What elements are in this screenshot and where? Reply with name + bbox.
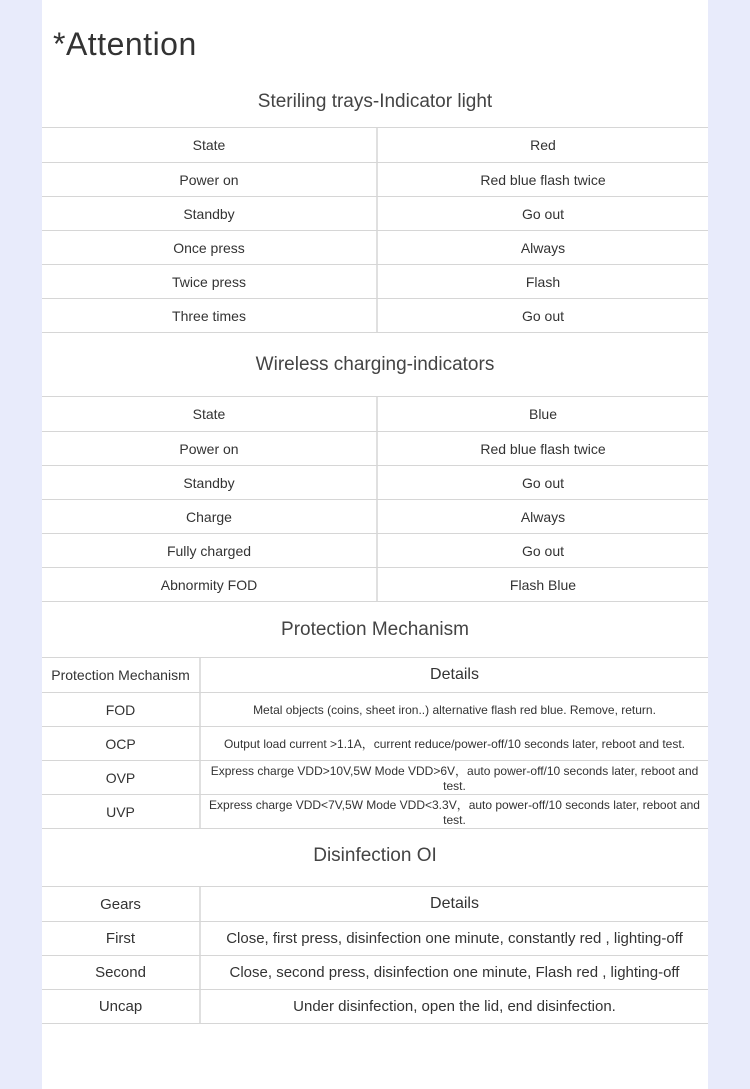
table-row — [42, 795, 708, 829]
table-row — [42, 922, 708, 956]
table-row — [42, 534, 708, 568]
table-cell: FOD — [42, 693, 201, 726]
table-header-row — [42, 887, 708, 922]
table-cell: Close, second press, disinfection one minute, Flash red , lighting-off — [229, 964, 680, 981]
table-header-cell: State — [42, 397, 378, 431]
table-cell: Once press — [42, 231, 378, 264]
table-row — [42, 568, 708, 602]
table-cell: Always — [520, 508, 566, 525]
table-cell: Go out — [521, 205, 565, 222]
table-row — [42, 231, 708, 265]
table-row — [42, 956, 708, 990]
table-cell: UVP — [42, 795, 201, 828]
table-cell: First — [42, 922, 201, 955]
table-cell: Red blue flash twice — [480, 440, 606, 457]
table-cell: Uncap — [42, 990, 201, 1023]
table-cell: Standby — [42, 197, 378, 230]
content-sheet — [42, 0, 708, 1089]
table-cell: Under disinfection, open the lid, end disinfection. — [293, 998, 616, 1015]
table-header-cell: Details — [430, 895, 479, 912]
indicator-light-table — [42, 127, 708, 333]
table-row — [42, 693, 708, 727]
table-cell: Second — [42, 956, 201, 989]
table-header-row — [42, 397, 708, 432]
table-cell: Go out — [521, 542, 565, 559]
table-header-cell: Details — [430, 666, 479, 683]
table-cell: Metal objects (coins, sheet iron..) alternative flash red blue. Remove, return. — [253, 702, 656, 717]
table-cell: Red blue flash twice — [480, 171, 606, 188]
table-cell: Always — [520, 239, 566, 256]
table-cell: Express charge VDD<7V,5W Mode VDD<3.3V，auto power-off/10 seconds later, reboot and test. — [209, 798, 700, 827]
table-cell: Flash Blue — [509, 576, 577, 593]
table-cell: Fully charged — [42, 534, 378, 567]
table-cell: Output load current >1.1A，current reduce/power-off/10 seconds later, reboot and test. — [223, 737, 686, 751]
table-cell: Three times — [42, 299, 378, 332]
table-row — [42, 432, 708, 466]
table-cell: Flash — [525, 273, 561, 290]
table-header-cell: State — [42, 128, 378, 162]
section-title-indicator-light: Steriling trays-Indicator light — [257, 91, 493, 112]
table-row — [42, 299, 708, 333]
table-row — [42, 163, 708, 197]
table-header-cell: Red — [530, 137, 556, 153]
table-cell: Charge — [42, 500, 378, 533]
table-cell: Go out — [521, 474, 565, 491]
table-cell: Close, first press, disinfection one minute, constantly red , lighting-off — [226, 930, 683, 947]
protection-mechanism-table — [42, 657, 708, 829]
table-cell: Twice press — [42, 265, 378, 298]
table-cell: OVP — [42, 761, 201, 794]
table-cell: Power on — [42, 163, 378, 196]
table-header-row — [42, 128, 708, 163]
table-header-row — [42, 658, 708, 693]
section-title-disinfection: Disinfection OI — [313, 845, 437, 866]
table-row — [42, 197, 708, 231]
wireless-charging-table — [42, 396, 708, 602]
table-header-cell: Gears — [42, 887, 201, 921]
table-row — [42, 761, 708, 795]
table-cell: Power on — [42, 432, 378, 465]
table-cell: Standby — [42, 466, 378, 499]
page-title: *Attention — [53, 26, 197, 62]
table-header-cell: Blue — [528, 406, 558, 422]
table-row — [42, 466, 708, 500]
table-cell: OCP — [42, 727, 201, 760]
table-row — [42, 990, 708, 1024]
table-row — [42, 265, 708, 299]
section-title-wireless-charging: Wireless charging-indicators — [255, 354, 495, 375]
table-cell: Abnormity FOD — [42, 568, 378, 601]
table-header-cell: Protection Mechanism — [42, 658, 201, 692]
table-row — [42, 727, 708, 761]
table-cell: Express charge VDD>10V,5W Mode VDD>6V，auto power-off/10 seconds later, reboot and test. — [210, 764, 699, 793]
table-row — [42, 500, 708, 534]
section-title-protection-mechanism: Protection Mechanism — [281, 619, 469, 640]
table-cell: Go out — [521, 307, 565, 324]
disinfection-table — [42, 886, 708, 1024]
